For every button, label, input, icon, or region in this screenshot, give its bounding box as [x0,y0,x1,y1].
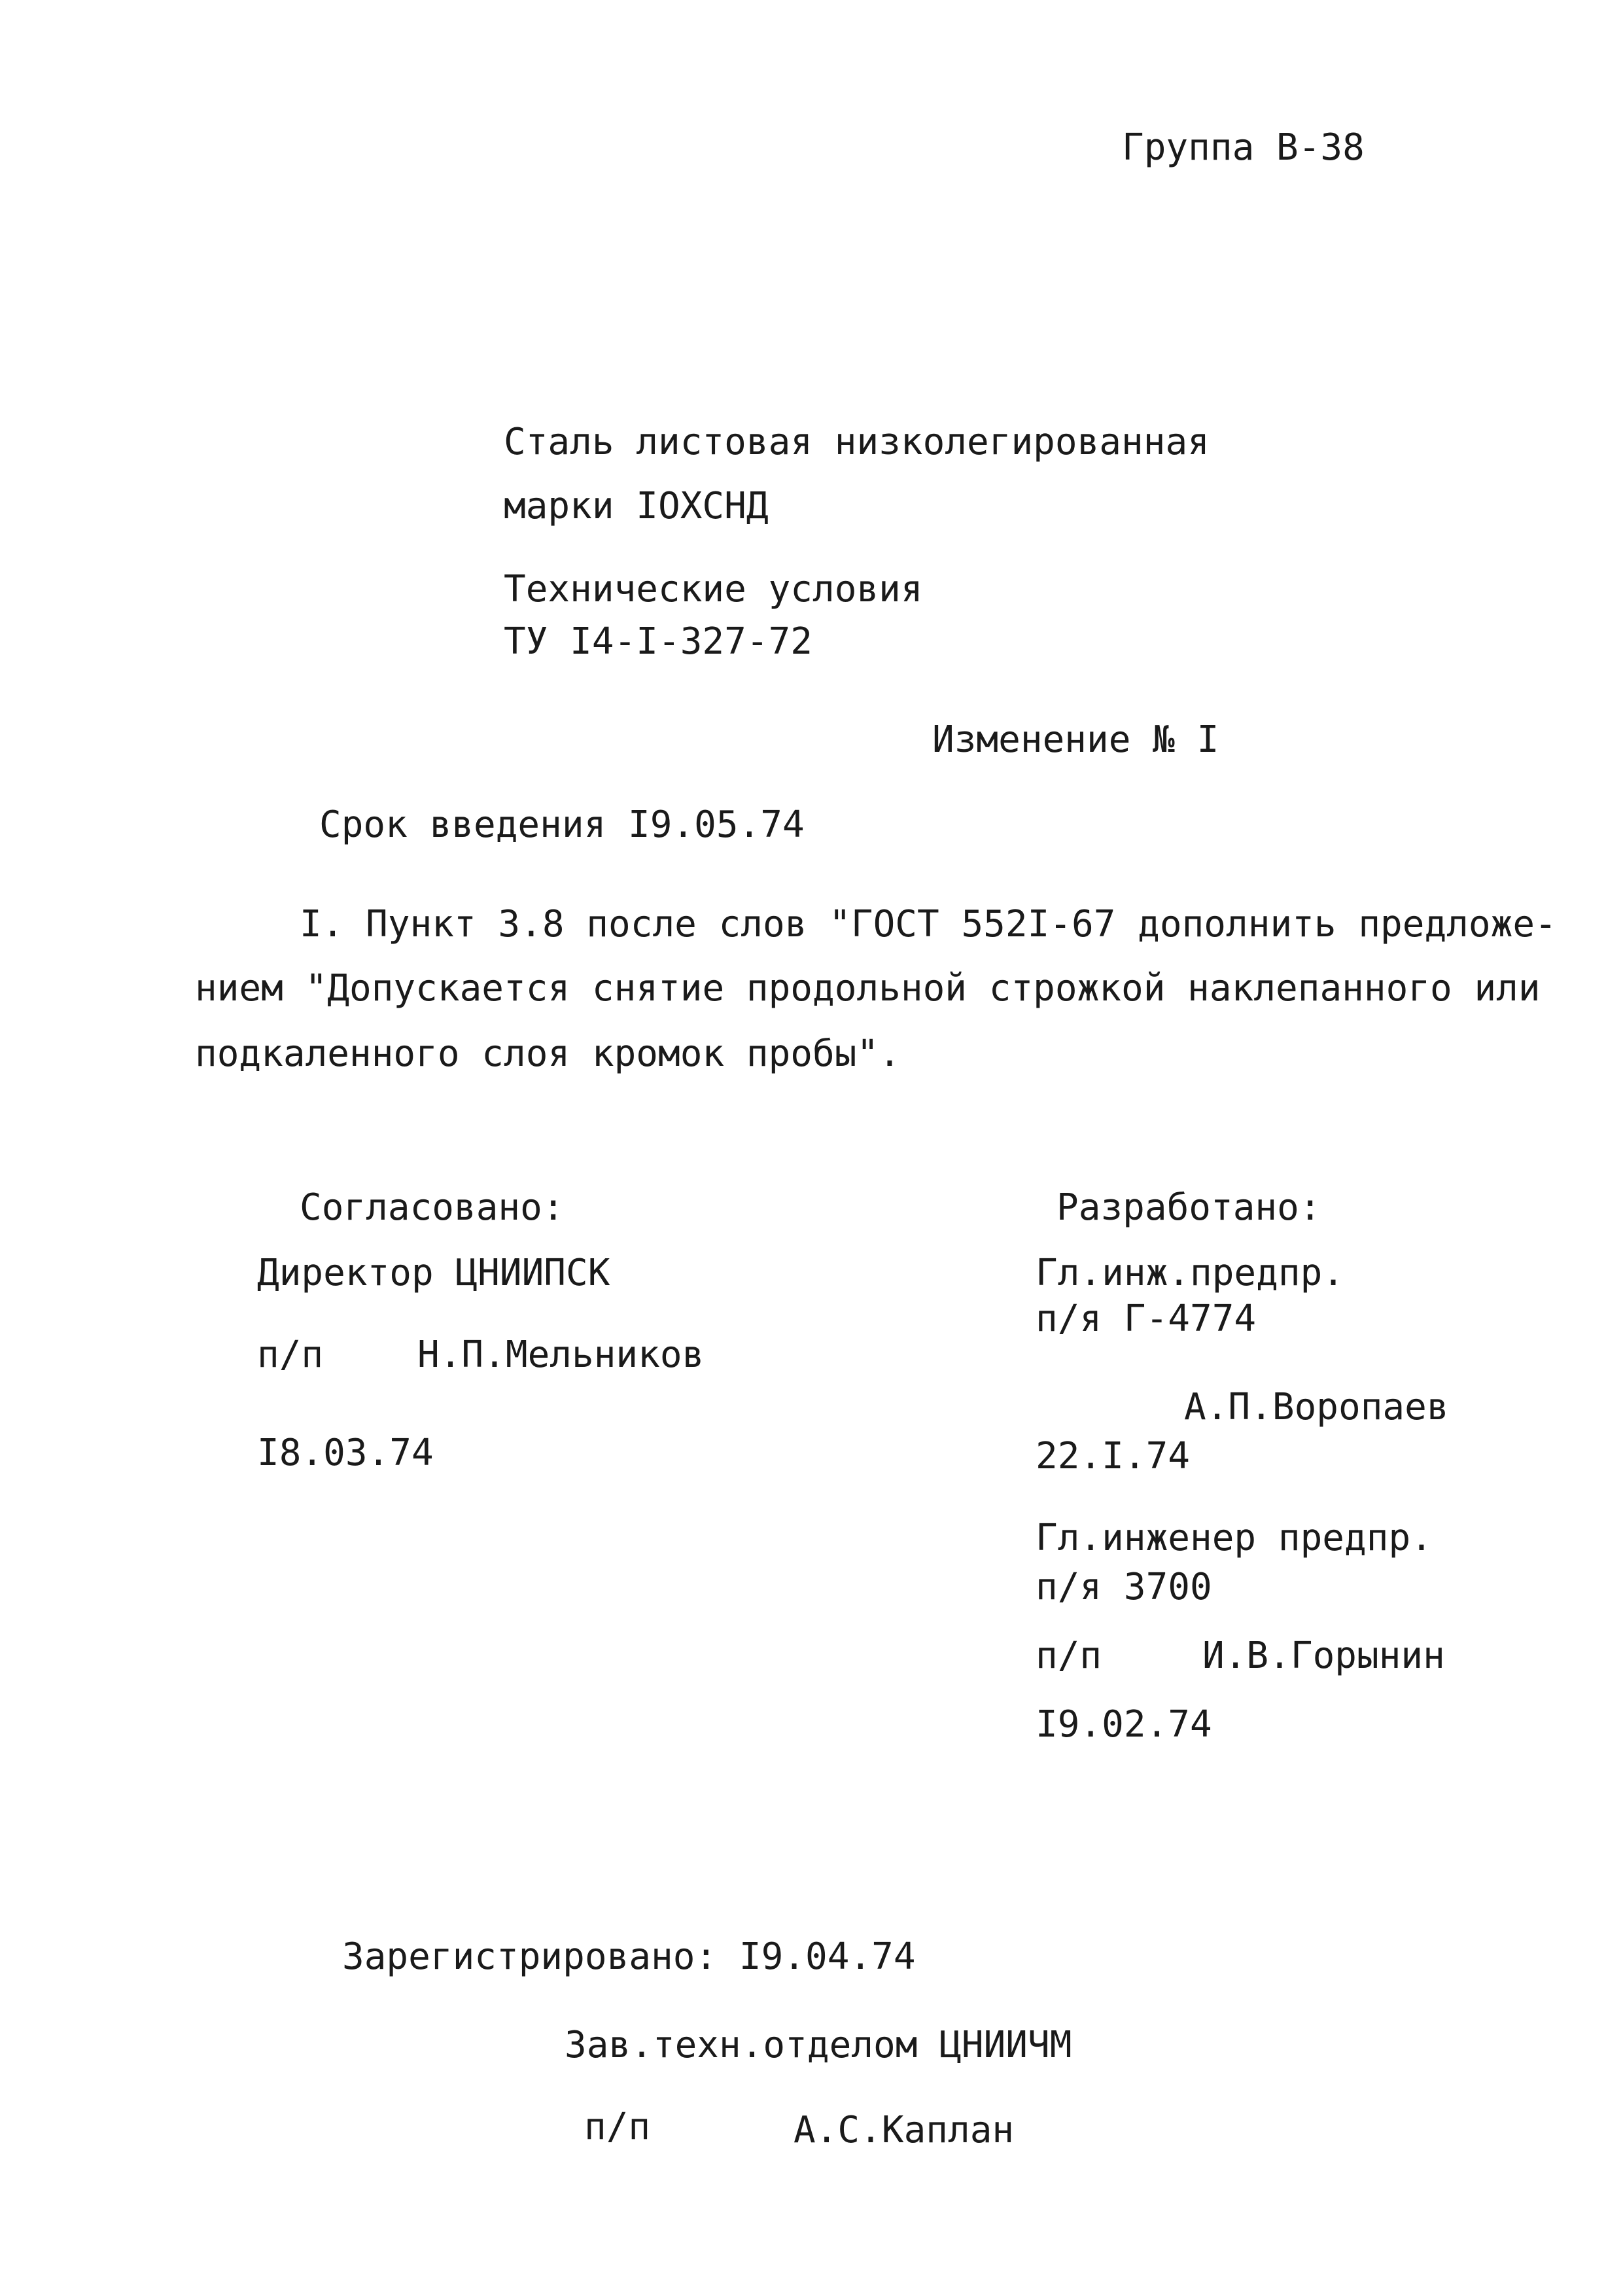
document-title-line-1: Сталь листовая низколегированная [504,421,1210,463]
paragraph-line-1: I. Пункт 3.8 после слов "ГОСТ 552I-67 дополнить предложе- [300,903,1557,945]
agreed-name: Н.П.Мельников [417,1333,705,1376]
agreed-date: I8.03.74 [257,1432,434,1474]
registration-date: Зарегистрировано: I9.04.74 [342,1935,916,1978]
effective-date: Срок введения I9.05.74 [319,804,805,846]
group-label: Группа В-38 [1122,126,1365,169]
developer-2-organization: п/я 3700 [1036,1566,1212,1608]
developer-1-position: Гл.инж.предпр. [1036,1252,1345,1294]
agreed-signature-mark: п/п [257,1333,324,1376]
registration-chief-name: А.С.Каплан [794,2109,1015,2151]
developed-heading: Разработано: [1056,1186,1321,1229]
document-subtitle-line-1: Технические условия [504,568,923,610]
developer-1-date: 22.I.74 [1036,1435,1191,1477]
developer-2-name: И.В.Горынин [1202,1634,1445,1677]
agreed-heading: Согласовано: [300,1186,565,1229]
agreed-position: Директор ЦНИИПСК [257,1252,610,1294]
developer-2-date: I9.02.74 [1036,1703,1212,1746]
paragraph-line-2: нием "Допускается снятие продольной строжкой наклепанного или [195,967,1541,1010]
developer-2-position: Гл.инженер предпр. [1036,1517,1433,1559]
amendment-number: Изменение № I [932,718,1219,761]
developer-1-organization: п/я Г-4774 [1036,1298,1257,1340]
document-subtitle-line-2: ТУ I4-I-327-72 [504,620,813,663]
paragraph-line-3: подкаленного слоя кромок пробы". [195,1033,901,1075]
document-title-line-2: марки IOXСНД [504,485,769,527]
developer-1-name: А.П.Воропаев [1184,1386,1449,1428]
registration-chief-position: Зав.техн.отделом ЦНИИЧМ [565,2024,1072,2066]
developer-2-signature-mark: п/п [1036,1634,1102,1677]
registration-signature-mark: п/п [584,2106,651,2148]
